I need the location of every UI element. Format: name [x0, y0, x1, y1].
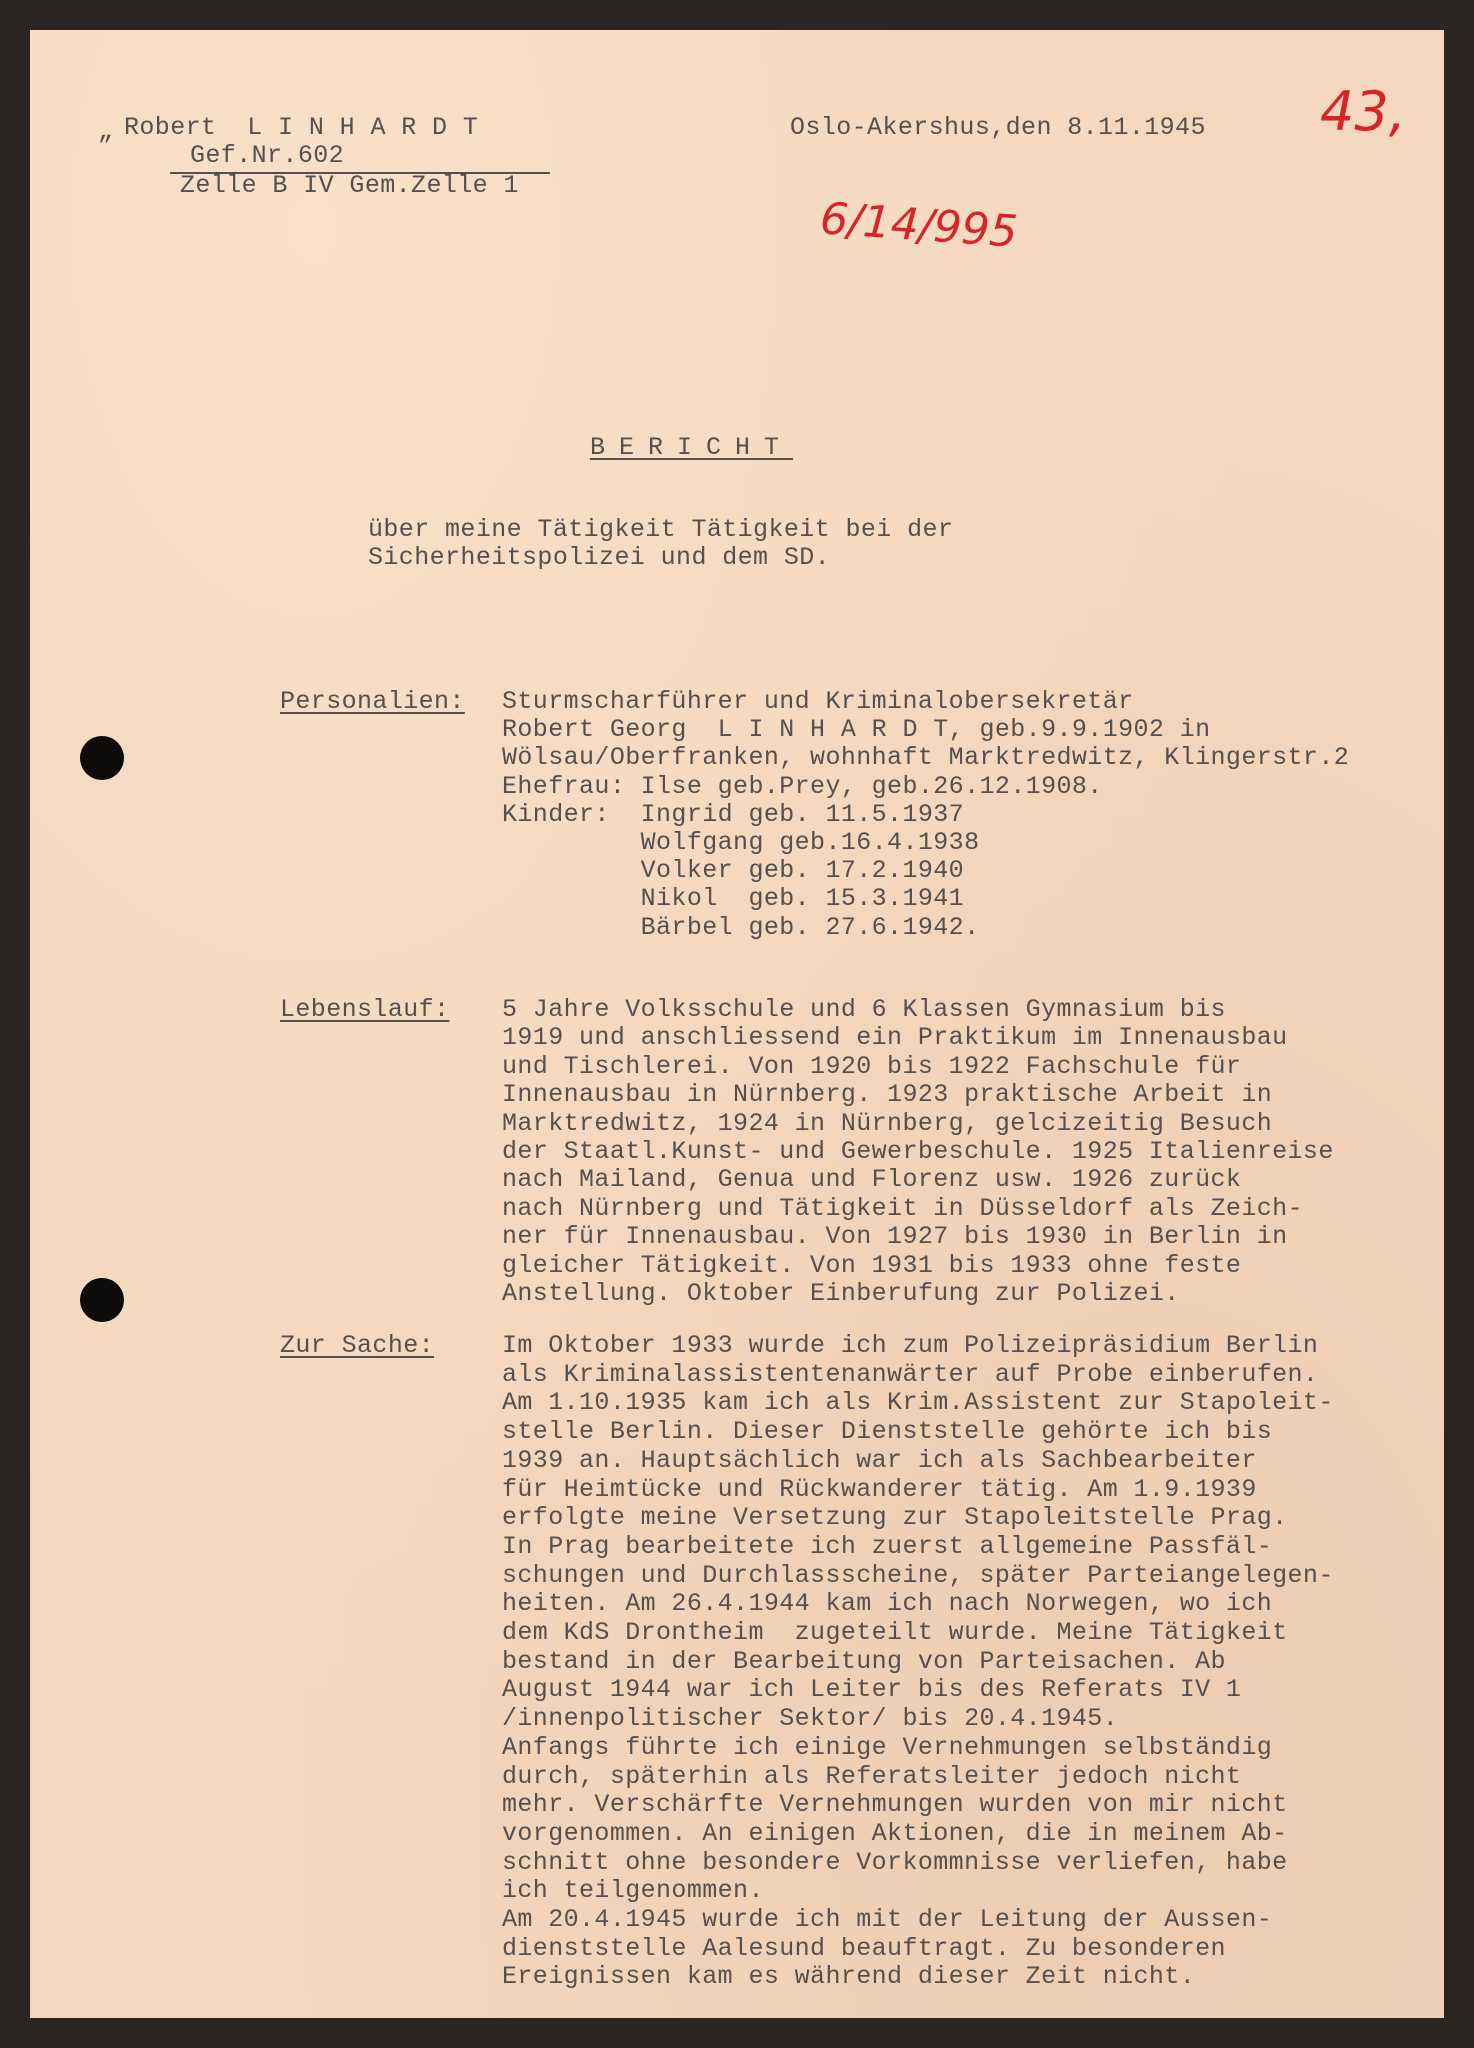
body-line: nach Nürnberg und Tätigkeit in Düsseldorf als Zeich-: [502, 1193, 1303, 1223]
body-line: gleicher Tätigkeit. Von 1931 bis 1933 ohne feste: [502, 1250, 1242, 1280]
body-line: durch, späterhin als Referatsleiter jedoch nicht: [502, 1761, 1242, 1791]
subtitle-line-1: über meine Tätigkeit Tätigkeit bei der: [368, 515, 954, 544]
body-line: Robert Georg L I N H A R D T, geb.9.9.1902 in: [502, 715, 1211, 745]
body-line: für Heimtücke und Rückwanderer tätig. Am 1.9.1939: [502, 1474, 1257, 1504]
punch-hole: [80, 736, 124, 780]
body-line: dem KdS Drontheim zugeteilt wurde. Meine Tätigkeit: [502, 1618, 1288, 1647]
body-line: Kinder: Ingrid geb. 11.5.1937: [502, 799, 965, 829]
body-line: Anstellung. Oktober Einberufung zur Polizei.: [502, 1279, 1180, 1308]
body-line: Wolfgang geb.16.4.1938: [502, 828, 980, 857]
body-line: Am 1.10.1935 kam ich als Krim.Assistent zur Stapoleit-: [502, 1388, 1334, 1418]
body-line: Sturmscharführer und Kriminalobersekretär: [502, 687, 1134, 716]
body-line: Im Oktober 1933 wurde ich zum Polizeipräsidium Berlin: [502, 1331, 1319, 1360]
section-label-zur-sache: Zur Sache:: [280, 1331, 435, 1360]
body-line: In Prag bearbeitete ich zuerst allgemeine Passfäl-: [502, 1531, 1273, 1561]
prisoner-number: Gef.Nr.602: [190, 141, 345, 170]
red-page-number: 43,: [1320, 80, 1406, 143]
body-line: als Kriminalassistentenanwärter auf Probe einberufen.: [502, 1359, 1319, 1389]
body-line: Wölsau/Oberfranken, wohnhaft Marktredwitz, Klingerstr.2: [502, 743, 1350, 773]
place-date: Oslo-Akershus,den 8.11.1945: [790, 113, 1206, 142]
body-line: ich teilgenommen.: [502, 1876, 764, 1906]
body-line: heiten. Am 26.4.1944 kam ich nach Norwegen, wo ich: [502, 1589, 1273, 1619]
body-line: mehr. Verschärfte Vernehmungen wurden von mir nicht: [502, 1790, 1288, 1820]
body-line: 1919 und anschliessend ein Praktikum im Innenausbau: [502, 1023, 1288, 1053]
sender-name: Robert L I N H A R D T: [124, 113, 479, 142]
body-line: schnitt ohne besondere Vorkommnisse verliefen, habe: [502, 1847, 1288, 1877]
body-line: Innenausbau in Nürnberg. 1923 praktische Arbeit in: [502, 1080, 1273, 1110]
cell-info: Zelle B IV Gem.Zelle 1: [180, 171, 519, 200]
header-mark: „: [98, 117, 114, 146]
body-line: 5 Jahre Volksschule und 6 Klassen Gymnasium bis: [502, 995, 1226, 1024]
body-line: Anfangs führte ich einige Vernehmungen selbständig: [502, 1732, 1273, 1762]
body-line: vorgenommen. An einigen Aktionen, die in meinem Ab-: [502, 1818, 1288, 1848]
body-line: nach Mailand, Genua und Florenz usw. 1926 zurück: [502, 1165, 1242, 1195]
body-line: erfolgte meine Versetzung zur Stapoleitstelle Prag.: [502, 1503, 1288, 1533]
body-line: dienststelle Aalesund beauftragt. Zu besonderen: [502, 1933, 1226, 1963]
body-line: Nikol geb. 15.3.1941: [502, 884, 965, 914]
body-line: der Staatl.Kunst- und Gewerbeschule. 1925 Italienreise: [502, 1137, 1334, 1166]
subtitle-line-2: Sicherheitspolizei und dem SD.: [368, 543, 831, 572]
document-page: [30, 30, 1444, 2018]
body-line: und Tischlerei. Von 1920 bis 1922 Fachschule für: [502, 1051, 1242, 1081]
body-line: Ereignissen kam es während dieser Zeit nicht.: [502, 1962, 1196, 1992]
section-label-lebenslauf: Lebenslauf:: [280, 995, 450, 1024]
body-line: Volker geb. 17.2.1940: [502, 856, 965, 886]
body-line: bestand in der Bearbeitung von Parteisachen. Ab: [502, 1646, 1226, 1676]
red-archive-number: 6/14/995: [818, 193, 1020, 258]
report-title: BERICHT: [590, 433, 794, 462]
body-line: 1939 an. Hauptsächlich war ich als Sachbearbeiter: [502, 1445, 1257, 1475]
body-line: Marktredwitz, 1924 in Nürnberg, gelcizeitig Besuch: [502, 1108, 1273, 1138]
body-line: August 1944 war ich Leiter bis des Referats IV 1: [502, 1675, 1242, 1705]
body-line: stelle Berlin. Dieser Dienststelle gehörte ich bis: [502, 1417, 1273, 1447]
body-line: Ehefrau: Ilse geb.Prey, geb.26.12.1908.: [502, 771, 1103, 801]
punch-hole: [80, 1278, 124, 1322]
body-line: Bärbel geb. 27.6.1942.: [502, 912, 980, 942]
body-line: Am 20.4.1945 wurde ich mit der Leitung der Aussen-: [502, 1905, 1273, 1934]
body-line: schungen und Durchlassscheine, später Parteiangelegen-: [502, 1560, 1334, 1590]
section-label-personalien: Personalien:: [280, 687, 465, 716]
body-line: /innenpolitischer Sektor/ bis 20.4.1945.: [502, 1704, 1119, 1734]
body-line: ner für Innenausbau. Von 1927 bis 1930 in Berlin in: [502, 1222, 1288, 1252]
